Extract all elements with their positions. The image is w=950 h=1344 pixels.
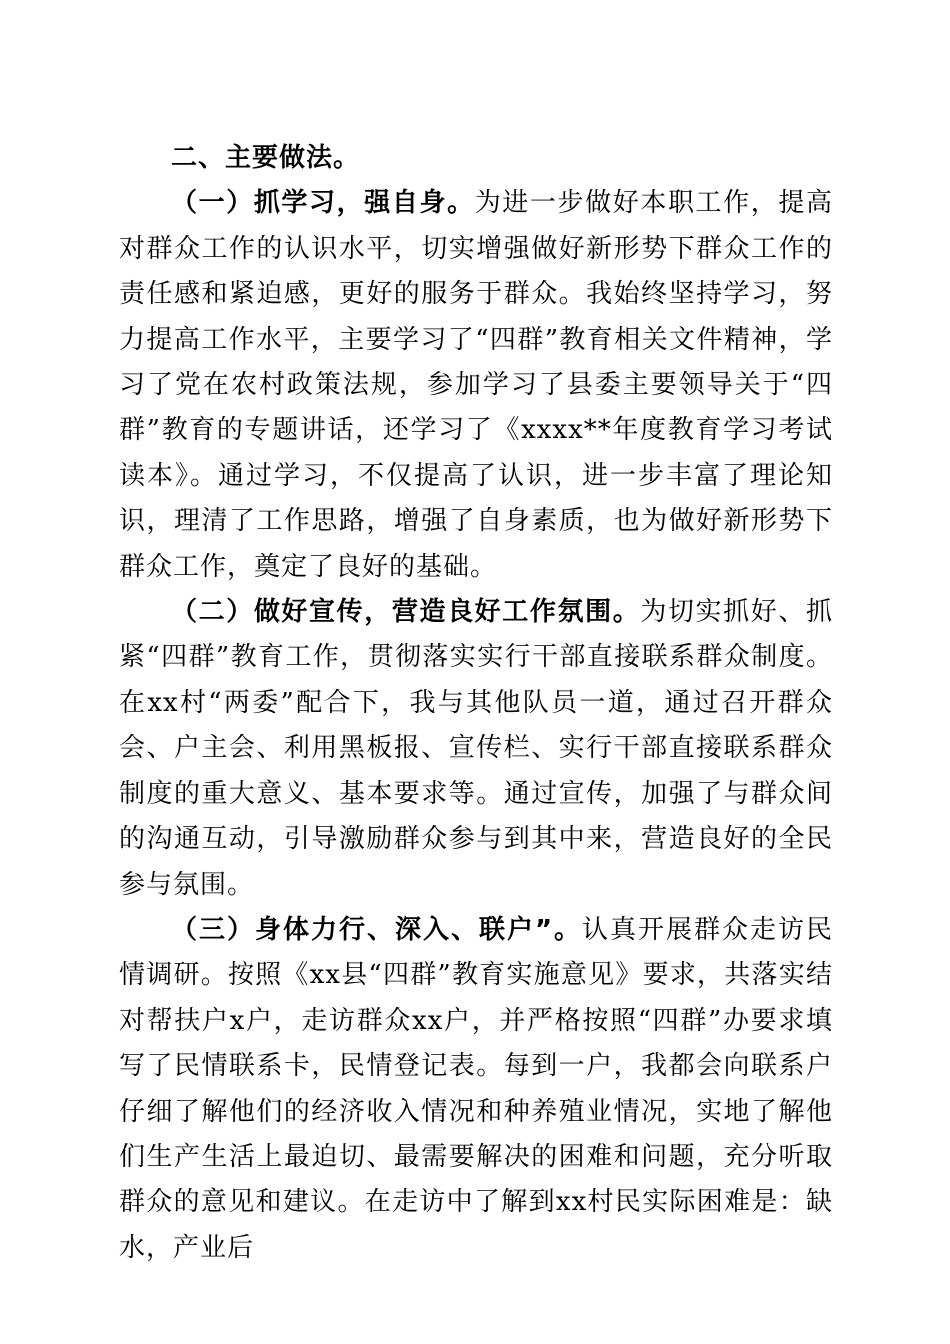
paragraph-text: 认真开展群众走访民情调研。按照《xx县“四群”教育实施意见》要求，共落实结对帮扶户x户，走访群众xx户，并严格按照“四群”办要求填写了民情联系卡，民情登记表。每到一户，我都会向联系户仔细了解他们的经济收入情况和种养殖业情况，实地了解他们生产生活上最迫切、最需要解决的困难和问题，充分听取群众的意见和建议。在走访中了解到xx村民实际困难是：缺水，产业后 — [119, 914, 833, 1263]
section-heading: 二、主要做法。 — [171, 143, 361, 173]
paragraph-visits — [119, 908, 833, 1271]
paragraph-text: 为进一步做好本职工作，提高对群众工作的认识水平，切实增强做好新形势下群众工作的责任感和紧迫感，更好的服务于群众。我始终坚持学习，努力提高工作水平，主要学习了“四群”教育相关文件精神，学习了党在农村政策法规，参加学习了县委主要领导关于“四群”教育的专题讲话，还学习了《xxxx**年度教育学习考试读本》。通过学习，不仅提高了认识，进一步丰富了理论知识，理清了工作思路，增强了自身素质，也为做好新形势下群众工作，奠定了良好的基础。 — [119, 188, 833, 582]
paragraph-lead: （三）身体力行、深入、联户”。 — [171, 914, 583, 945]
paragraph-lead: （二）做好宣传，营造良好工作氛围。 — [171, 597, 641, 628]
paragraph-text: 为切实抓好、抓紧“四群”教育工作，贯彻落实实行干部直接联系群众制度。在xx村“两委”配合下，我与其他队员一道，通过召开群众会、户主会、利用黑板报、宣传栏、实行干部直接联系群众制度的重大意义、基本要求等。通过宣传，加强了与群众间的沟通互动，引导激励群众参与到其中来，营造良好的全民参与氛围。 — [119, 597, 833, 900]
paragraph-study — [119, 181, 833, 590]
document-body — [119, 136, 833, 1271]
paragraph-lead: （一）抓学习，强自身。 — [171, 188, 475, 219]
paragraph-publicity — [119, 590, 833, 908]
